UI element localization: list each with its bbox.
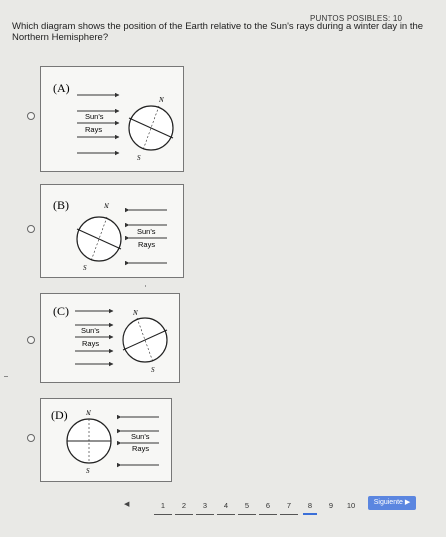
option-d-rays-label: Rays xyxy=(132,444,150,453)
option-c-letter: (C) xyxy=(53,304,69,318)
page-link[interactable]: 4 xyxy=(223,501,229,510)
option-c-north: N xyxy=(133,309,138,317)
option-b-letter: (B) xyxy=(53,198,69,212)
pagination-underline xyxy=(154,514,172,515)
option-d-letter: (D) xyxy=(51,408,68,422)
points-possible: PUNTOS POSIBLES: 10 xyxy=(310,14,403,23)
pagination-underline xyxy=(259,514,277,515)
option-d-south: S xyxy=(86,467,90,475)
option-a-letter: (A) xyxy=(53,81,70,95)
radio-option-c[interactable] xyxy=(27,336,35,344)
page-link[interactable]: 6 xyxy=(265,501,271,510)
question-text: Which diagram shows the position of the Earth relative to the Sun's rays during a winter day in the Northern Hemisphere? xyxy=(12,21,424,43)
option-b-sun-label: Sun's xyxy=(137,227,156,236)
page-link[interactable]: 3 xyxy=(202,501,208,510)
option-a-diagram[interactable] xyxy=(40,66,184,172)
option-d-diagram[interactable] xyxy=(40,398,172,482)
option-d-sun-label: Sun's xyxy=(131,432,150,441)
pagination-underline xyxy=(175,514,193,515)
page-link[interactable]: 2 xyxy=(181,501,187,510)
option-a-south: S xyxy=(137,154,141,162)
option-c-south: S xyxy=(151,366,155,374)
chevron-left-icon[interactable]: ◀ xyxy=(124,501,130,508)
pagination-underline xyxy=(217,514,235,515)
option-b-diagram[interactable] xyxy=(40,184,184,278)
pagination-underline xyxy=(280,514,298,515)
option-a-north: N xyxy=(159,96,164,104)
radio-option-a[interactable] xyxy=(27,112,35,120)
page-link[interactable]: 10 xyxy=(346,501,356,510)
page-link[interactable]: 5 xyxy=(244,501,250,510)
radio-option-d[interactable] xyxy=(27,434,35,442)
page-link[interactable]: 9 xyxy=(328,501,334,510)
radio-option-b[interactable] xyxy=(27,225,35,233)
option-b-north: N xyxy=(104,201,109,209)
pagination-underline xyxy=(238,514,256,515)
page-link-current[interactable]: 8 xyxy=(303,501,317,515)
page-link[interactable]: 1 xyxy=(160,501,166,510)
option-c-rays-label: Rays xyxy=(82,339,100,348)
page-link[interactable]: 7 xyxy=(286,501,292,510)
stray-mark xyxy=(145,285,146,287)
next-button[interactable]: Siguiente ▶ xyxy=(368,496,416,510)
pagination-underline xyxy=(196,514,214,515)
option-b-rays-label: Rays xyxy=(138,240,156,249)
option-a-sun-label: Sun's xyxy=(85,112,104,121)
stray-mark xyxy=(4,376,8,377)
option-c-diagram[interactable] xyxy=(40,293,180,383)
option-c-sun-label: Sun's xyxy=(81,326,100,335)
pagination-bar xyxy=(0,495,446,525)
option-b-south: S xyxy=(83,264,87,272)
option-a-rays-label: Rays xyxy=(85,125,103,134)
option-d-north: N xyxy=(86,408,91,416)
